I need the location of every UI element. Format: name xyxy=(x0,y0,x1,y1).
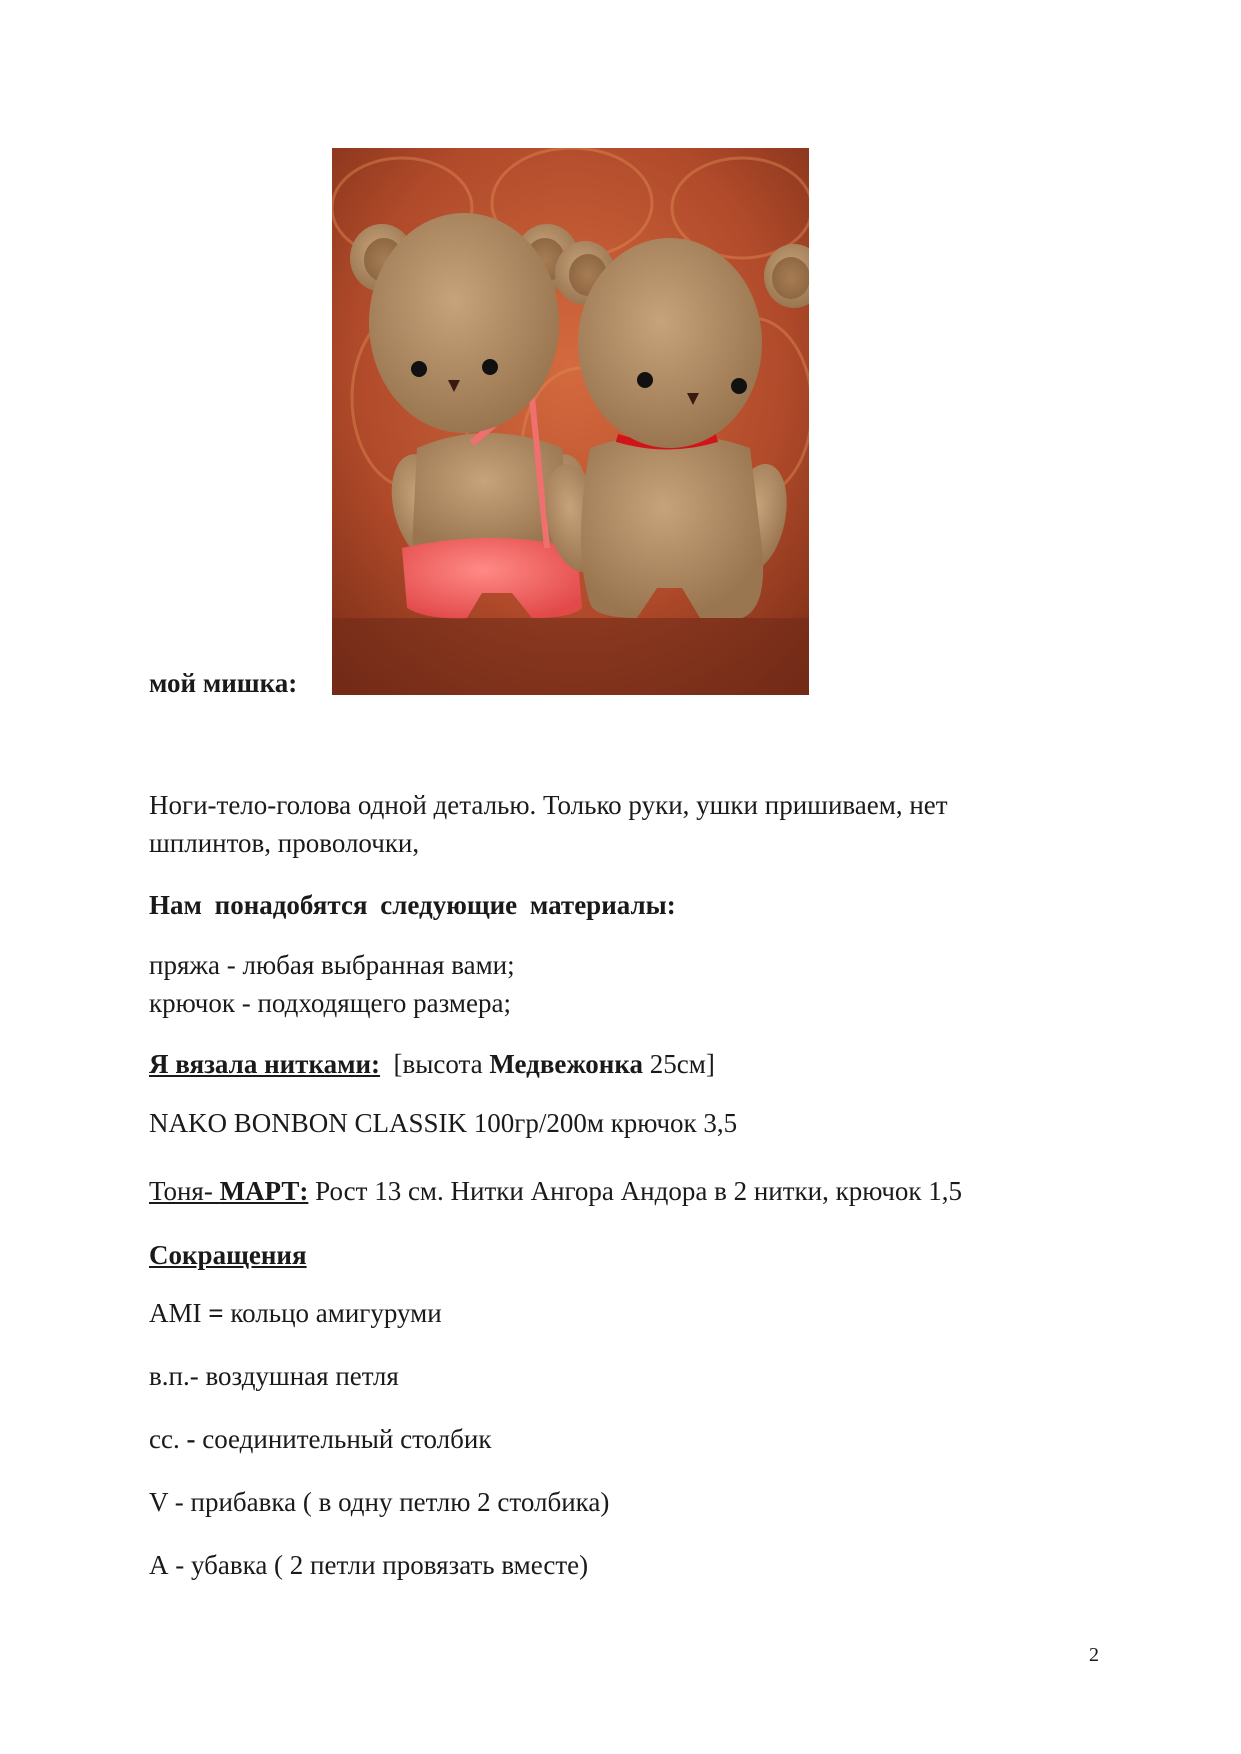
materials-yarn: пряжа - любая выбранная вами; xyxy=(149,950,515,980)
abbreviation-key: V xyxy=(149,1487,175,1517)
abbreviations-title: Сокращения xyxy=(149,1240,307,1270)
abbreviation-sep: - xyxy=(186,1424,196,1454)
abbreviation-text: воздушная петля xyxy=(198,1361,399,1391)
abbreviation-sep: - xyxy=(174,1487,184,1517)
photo-caption: мой мишка: xyxy=(149,668,298,698)
intro-line-1: Ноги-тело-голова одной деталью. Только руки, ушки пришиваем, нет xyxy=(149,790,948,820)
abbreviation-item xyxy=(149,1361,399,1392)
abbreviation-sep: - xyxy=(189,1361,199,1391)
abbreviation-text: прибавка ( в одну петлю 2 столбика) xyxy=(183,1487,610,1517)
abbreviation-key: в.п. xyxy=(149,1361,190,1391)
yarn-height-prefix: [высота xyxy=(393,1049,490,1079)
abbreviation-text: кольцо амигуруми xyxy=(223,1298,442,1328)
materials-hook: крючок - подходящего размера; xyxy=(149,988,511,1018)
abbreviation-item xyxy=(149,1298,442,1329)
abbreviation-key: AMI xyxy=(149,1298,209,1328)
page-number: 2 xyxy=(1089,1644,1099,1666)
materials-list xyxy=(149,946,515,1022)
materials-heading xyxy=(149,886,676,924)
abbreviation-sep: - xyxy=(175,1550,185,1580)
abbreviation-key: сс. xyxy=(149,1424,187,1454)
abbreviation-key: А xyxy=(149,1550,176,1580)
yarn-label: Я вязала нитками: xyxy=(149,1049,381,1079)
abbreviation-item xyxy=(149,1487,609,1518)
bears-photo xyxy=(332,148,809,695)
nako-line: NAKO BONBON CLASSIK 100гр/200м крючок 3,5 xyxy=(149,1108,738,1138)
tonya-line xyxy=(149,1172,962,1210)
abbreviation-item xyxy=(149,1424,491,1455)
abbreviation-item xyxy=(149,1550,588,1581)
intro-line-2: шплинтов, проволочки, xyxy=(149,828,420,858)
yarn-height-suffix: 25см] xyxy=(643,1049,715,1079)
abbreviation-text: соединительный столбик xyxy=(195,1424,492,1454)
tonya-label xyxy=(149,1176,308,1206)
intro-paragraph xyxy=(149,786,1109,862)
abbreviation-sep: = xyxy=(208,1298,224,1328)
tonya-rest: Рост 13 см. Нитки Ангора Андора в 2 нитки, крючок 1,5 xyxy=(308,1176,963,1206)
yarn-height-bold: Медвежонка xyxy=(489,1049,643,1079)
yarn-line xyxy=(149,1045,715,1083)
tonya-bold: МАРТ: xyxy=(219,1176,309,1206)
tonya-prefix: Тоня- xyxy=(149,1176,220,1206)
materials-heading-text: Нам понадобятся следующие материалы: xyxy=(149,890,676,920)
abbreviation-text: убавка ( 2 петли провязать вместе) xyxy=(184,1550,589,1580)
